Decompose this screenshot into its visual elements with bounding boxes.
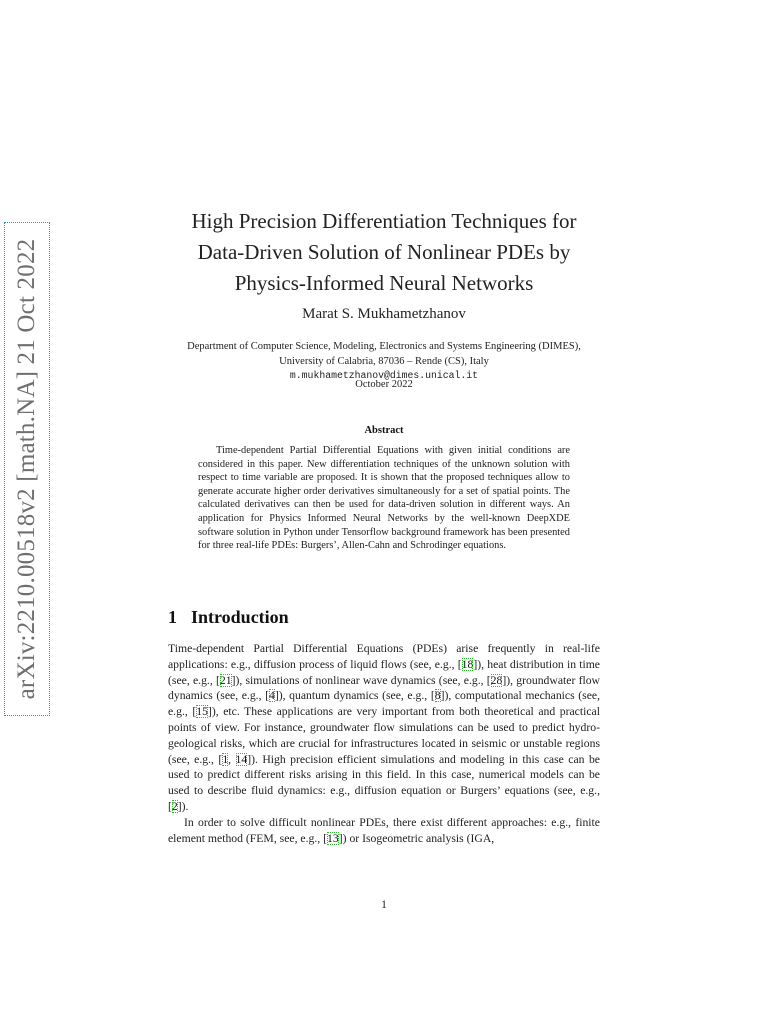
title-line-2: Data-Driven Solution of Nonlinear PDEs by <box>197 240 571 264</box>
text-span: ]). High precision efficient simulations and modeling in this case can be used to predict different risks arising in this field. In this case, numerical models can be used to describe fluid dynamics: e.g., diffusion equation or Burgers’ equations (see, e.g., [ <box>168 752 600 813</box>
citation-link[interactable]: 4 <box>269 689 275 703</box>
affiliation-university: University of Calabria, 87036 – Rende (CS), Italy <box>279 355 489 367</box>
paragraph-2 <box>168 815 600 847</box>
citation-link[interactable]: 1 <box>222 752 229 766</box>
page-number: 1 <box>381 899 387 911</box>
arxiv-stamp-text: arXiv:2210.00518v2 [math.NA] 21 Oct 2022 <box>13 238 40 700</box>
title-line-3: Physics-Informed Neural Networks <box>234 271 534 295</box>
citation-link[interactable]: 8 <box>434 689 441 703</box>
text-span: ]), quantum dynamics (see, e.g., [ <box>274 689 435 703</box>
affiliation-department: Department of Computer Science, Modeling, Electronics and Systems Engineering (DIMES), <box>187 341 581 352</box>
citation-link[interactable]: 14 <box>235 752 248 766</box>
text-span: , <box>228 752 236 766</box>
text-span: ]), computational mechanics (see, e.g., [ <box>168 689 600 719</box>
citation-link[interactable]: 13 <box>327 831 339 845</box>
text-span: ]), groundwater flow dynamics (see, e.g., [ <box>168 673 600 703</box>
section-heading <box>168 607 289 628</box>
citation-link[interactable]: 21 <box>219 673 232 687</box>
text-span: ]), simulations of nonlinear wave dynamics (see, e.g., [ <box>231 673 491 687</box>
text-span: ]), etc. These applications are very important from both theoretical and practical points of view. For instance, groundwater flow simulations can be used to predict hydro-geological risks, which are crucial for infrastructures located in seismic or unstable regions (see, e.g., [ <box>168 705 600 766</box>
text-span: In order to solve difficult nonlinear PDEs, there exist different approaches: e.g., finite element method (FEM, see, e.g., [ <box>168 815 600 845</box>
abstract-heading: Abstract <box>364 425 404 436</box>
section-title: Introduction <box>191 607 289 627</box>
affiliation <box>150 340 618 384</box>
arxiv-stamp <box>4 222 50 716</box>
text-span: Time-dependent Partial Differential Equations (PDEs) arise frequently in real-life applications: e.g., diffusion process of liquid flows (see, e.g., [ <box>168 642 600 671</box>
paragraph-1 <box>168 641 600 815</box>
title-line-1: High Precision Differentiation Techniques for <box>191 209 577 233</box>
section-number: 1 <box>168 607 177 627</box>
text-span: ]), heat distribution in time (see, e.g., [ <box>168 657 600 687</box>
author-email[interactable]: m.mukhametzhanov@dimes.unical.it <box>289 370 479 381</box>
citation-link[interactable]: 18 <box>461 657 474 671</box>
citation-link[interactable]: 2 <box>171 799 178 813</box>
author-name: Marat S. Mukhametzhanov <box>302 306 466 322</box>
text-span: ]). <box>177 799 189 813</box>
text-span: ]) or Isogeometric analysis (IGA, <box>338 831 495 845</box>
paper-title <box>150 206 618 299</box>
paper-date: October 2022 <box>355 379 413 390</box>
abstract-text: Time-dependent Partial Differential Equations with given initial conditions are considered in this paper. New differentiation techniques of the unknown solution with respect to time variable are proposed. It is shown that the proposed techniques allow to generate accurate higher order derivatives simultaneously for a set of spatial points. The calculated derivatives can then be used for data-driven solution in different ways. An application for Physics Informed Neural Networks by the well-known DeepXDE software solution in Python under Tensorflow background framework has been presented for three real-life PDEs: Burgers’, Allen-Cahn and Schrodinger equations. <box>198 445 570 552</box>
citation-link[interactable]: 28 <box>490 673 503 687</box>
introduction-body <box>168 641 600 846</box>
citation-link[interactable]: 15 <box>196 705 208 719</box>
